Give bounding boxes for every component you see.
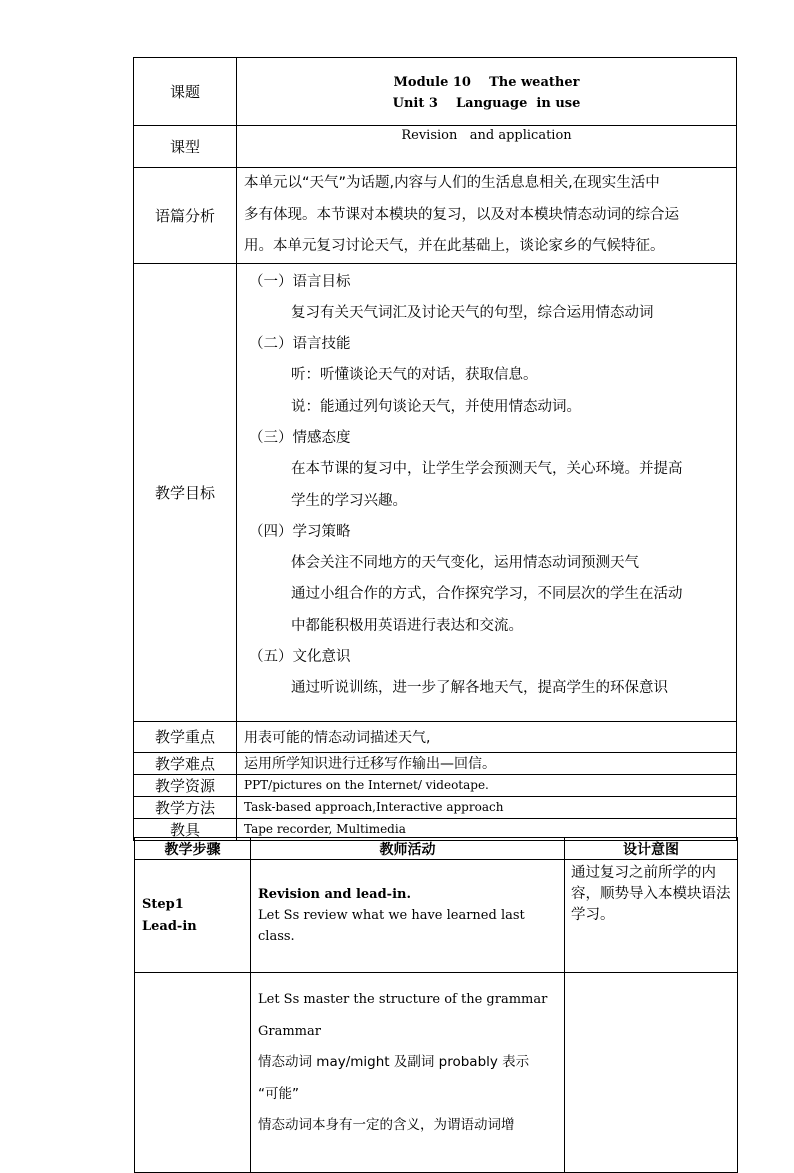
goal-heading-culture: （五）文化意识 [249, 649, 351, 666]
goal-heading-language: （一）语言目标 [249, 273, 351, 290]
goal-text: 听：听懂谈论天气的对话，获取信息。 [291, 367, 538, 384]
type-value: Revision and application [237, 126, 737, 168]
analysis-line: 本单元以“天气”为话题,内容与人们的生活息息相关,在现实生活中 [244, 175, 660, 191]
unit-title: Unit 3 Language in use [392, 96, 581, 111]
key-point-label: 教学重点 [134, 721, 237, 752]
difficulty-value: 运用所学知识进行迁移写作输出—回信。 [237, 752, 737, 774]
goal-text: 中都能积极用英语进行表达和交流。 [291, 617, 523, 634]
goal-text: 通过小组合作的方式，合作探究学习，不同层次的学生在活动 [291, 586, 683, 603]
step1-row [135, 860, 738, 973]
step2-intent [565, 973, 738, 1173]
step2-line: Grammar [258, 1023, 321, 1039]
step2-line: 情态动词 may/might 及副词 probably 表示 [258, 1054, 530, 1070]
goals-row [134, 263, 737, 721]
step1-number: Step1 [142, 897, 184, 912]
analysis-line: 用。本单元复习讨论天气，并在此基础上，谈论家乡的气候特征。 [244, 238, 665, 254]
step2-teacher-activity [251, 973, 565, 1173]
topic-row [134, 58, 737, 126]
resources-label: 教学资源 [134, 774, 237, 796]
difficulty-row [134, 752, 737, 774]
goal-heading-attitude: （三）情感态度 [249, 429, 351, 446]
resources-row [134, 774, 737, 796]
methods-label: 教学方法 [134, 796, 237, 818]
lesson-overview-table [133, 57, 737, 841]
step1-cell [135, 860, 251, 973]
module-title: Module 10 The weather [393, 75, 580, 90]
key-point-value: 用表可能的情态动词描述天气, [237, 721, 737, 752]
methods-value: Task-based approach,Interactive approach [237, 796, 737, 818]
goal-heading-strategy: （四）学习策略 [249, 523, 351, 540]
analysis-row [134, 168, 737, 264]
type-label: 课型 [134, 126, 237, 168]
goal-text: 说：能通过列句谈论天气，并使用情态动词。 [291, 398, 581, 415]
step1-intent: 通过复习之前所学的内容，顺势导入本模块语法学习。 [565, 860, 738, 973]
topic-value [237, 58, 737, 126]
analysis-line: 多有体现。本节课对本模块的复习，以及对本模块情态动词的综合运 [244, 206, 679, 223]
step2-line: Let Ss master the structure of the grammar [258, 992, 548, 1007]
step2-row [135, 973, 738, 1173]
step2-line: “可能” [258, 1085, 299, 1102]
methods-row [134, 796, 737, 818]
goal-text: 复习有关天气词汇及讨论天气的句型，综合运用情态动词 [291, 304, 654, 321]
step1-name: Lead-in [142, 919, 197, 934]
process-header-row [135, 838, 738, 860]
resources-value: PPT/pictures on the Internet/ videotape. [237, 774, 737, 796]
key-point-row [134, 721, 737, 752]
goal-heading-skills: （二）语言技能 [249, 336, 351, 353]
topic-label: 课题 [134, 58, 237, 126]
step1-activity-title: Revision and lead-in. [258, 887, 411, 902]
difficulty-label: 教学难点 [134, 752, 237, 774]
step2-cell [135, 973, 251, 1173]
goals-content [237, 263, 737, 721]
tools-label: 教具 [134, 818, 237, 840]
goal-text: 在本节课的复习中，让学生学会预测天气，关心环境。并提高 [291, 461, 683, 478]
column-header-intent: 设计意图 [565, 838, 738, 860]
column-header-teacher: 教师活动 [251, 838, 565, 860]
type-row [134, 126, 737, 168]
analysis-text [237, 168, 737, 264]
step1-activity-text: Let Ss review what we have learned last class. [258, 908, 525, 944]
column-header-steps: 教学步骤 [135, 838, 251, 860]
goals-label: 教学目标 [134, 263, 237, 721]
tools-value: Tape recorder, Multimedia [237, 818, 737, 840]
analysis-label: 语篇分析 [134, 168, 237, 264]
goal-text: 通过听说训练，进一步了解各地天气，提高学生的环保意识 [291, 680, 668, 697]
goal-text: 学生的学习兴趣。 [291, 492, 407, 509]
step1-teacher-activity [251, 860, 565, 973]
goal-text: 体会关注不同地方的天气变化，运用情态动词预测天气 [291, 555, 639, 572]
step2-line: 情态动词本身有一定的含义，为谓语动词增 [258, 1117, 515, 1133]
